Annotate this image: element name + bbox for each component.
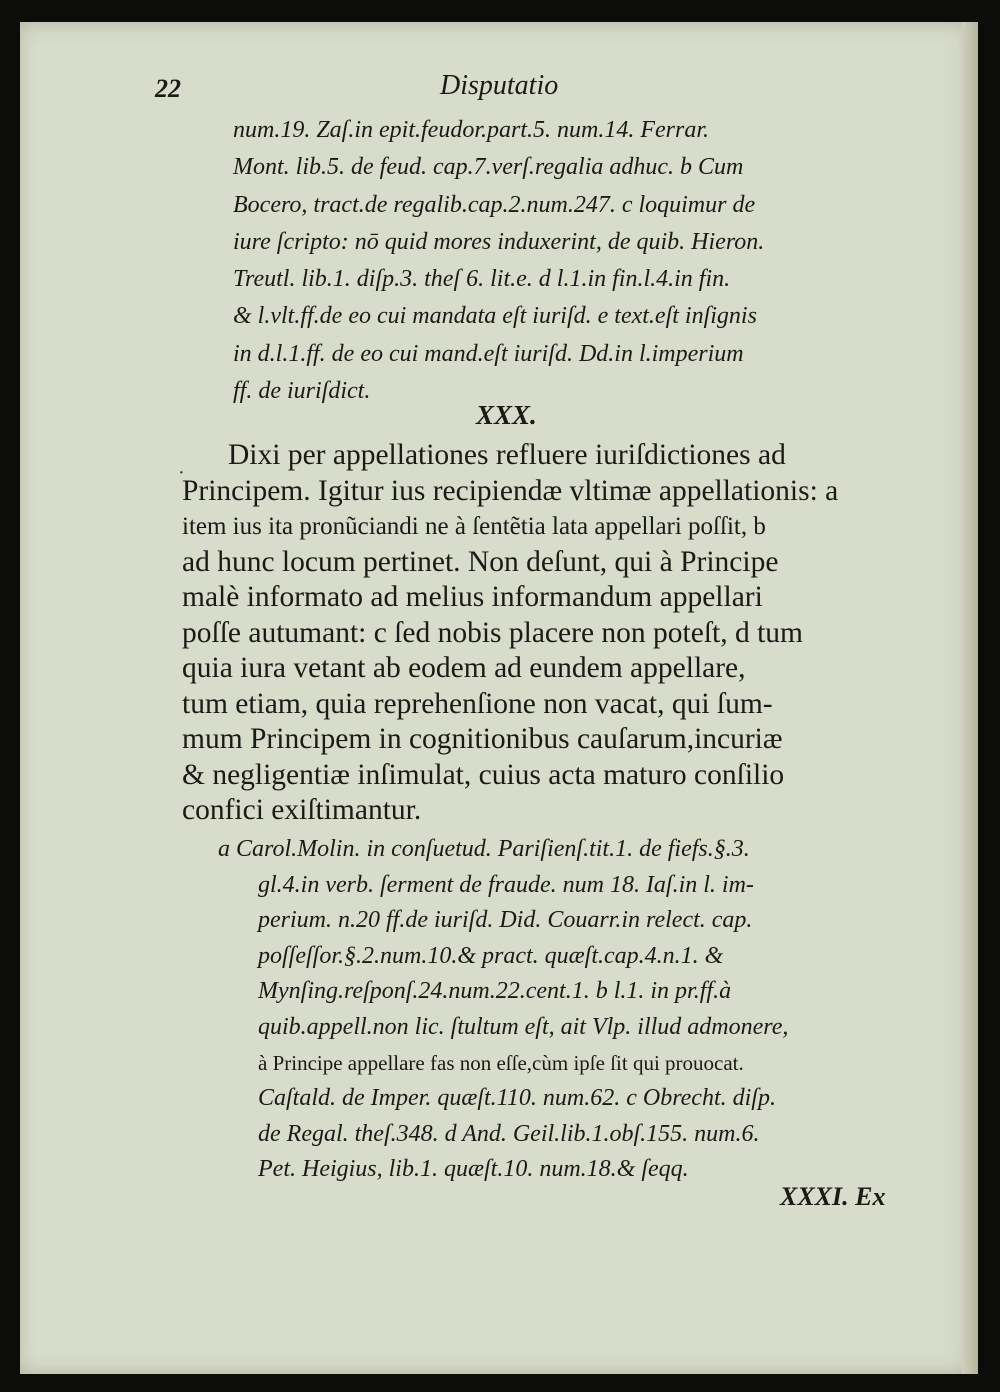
footnote-line: à Principe appellare fas non eſſe,cùm ipſe ſit qui prouocat. [258, 1050, 744, 1075]
footnote-line: de Regal. theſ.348. d And. Geil.lib.1.obſ.155. num.6. [258, 1120, 760, 1147]
body-line: mum Principem in cognitionibus cauſarum,incuriæ [182, 723, 783, 755]
section-marker: · [178, 462, 185, 484]
page-number: 22 [155, 74, 181, 103]
footnote-line: Mynſing.reſponſ.24.num.22.cent.1. b l.1. in pr.ff.à [258, 978, 732, 1005]
footnote-line: in d.l.1.ff. de eo cui mand.eſt iuriſd. Dd.in l.imperium [233, 340, 744, 367]
body-line: quia iura vetant ab eodem ad eundem appellare, [182, 652, 746, 684]
body-line: tum etiam, quia reprehenſione non vacat, qui ſum- [182, 687, 773, 720]
section-number: XXX. [476, 400, 537, 430]
footnote-line: Pet. Heigius, lib.1. quæſt.10. num.18.& ſeqq. [258, 1156, 689, 1183]
footnote-line: iure ſcripto: nō quid mores induxerint, de quib. Hieron. [233, 228, 765, 255]
footnote-line: gl.4.in verb. ſerment de fraude. num 18. Iaſ.in l. im- [258, 871, 754, 898]
body-line: item ius ita pronũciandi ne à ſentẽtia lata appellari poſſit, b [182, 513, 766, 540]
footnotes-bottom [218, 832, 890, 1188]
body-line: Dixi per appellationes refluere iuriſdictiones ad [228, 439, 786, 471]
section-body [182, 438, 872, 829]
running-head: Disputatio [440, 70, 559, 101]
page-edge-shadow [962, 22, 978, 1374]
footnote-line: quib.appell.non lic. ſtultum eſt, ait Vlp. illud admonere, [258, 1013, 789, 1040]
footnote-line: Mont. lib.5. de feud. cap.7.verſ.regalia adhuc. b Cum [233, 154, 744, 181]
body-line: Principem. Igitur ius recipiendæ vltimæ appellationis: a [182, 474, 839, 507]
body-line: malè informato ad melius informandum appellari [182, 581, 763, 613]
footnote-line: poſſeſſor.§.2.num.10.& pract. quæſt.cap.4.n.1. & [258, 942, 724, 969]
catchword: XXXI. Ex [780, 1182, 886, 1211]
body-line: & negligentiæ inſimulat, cuius acta maturo conſilio [182, 758, 785, 791]
body-line: poſſe autumant: c ſed nobis placere non poteſt, d tum [182, 616, 803, 649]
body-line: confici exiſtimantur. [182, 794, 422, 826]
footnote-line: perium. n.20 ff.de iuriſd. Did. Couarr.in relect. cap. [258, 907, 753, 934]
footnote-line: Bocero, tract.de regalib.cap.2.num.247. c loquimur de [233, 191, 756, 218]
footnote-line: Caſtald. de Imper. quæſt.110. num.62. c Obrecht. diſp. [258, 1085, 776, 1112]
footnote-line: num.19. Zaſ.in epit.feudor.part.5. num.14. Ferrar. [233, 117, 710, 143]
footnote-line: ff. de iuriſdict. [233, 378, 371, 405]
footnote-line: & l.vlt.ff.de eo cui mandata eſt iuriſd. e text.eſt inſignis [233, 303, 757, 330]
footnotes-top [233, 112, 869, 410]
body-line: ad hunc locum pertinet. Non deſunt, qui à Principe [182, 545, 779, 578]
footnote-line: Treutl. lib.1. diſp.3. theſ 6. lit.e. d l.1.in fin.l.4.in fin. [233, 266, 731, 293]
footnote-line: a Carol.Molin. in conſuetud. Pariſienſ.tit.1. de fiefs.§.3. [218, 836, 750, 862]
